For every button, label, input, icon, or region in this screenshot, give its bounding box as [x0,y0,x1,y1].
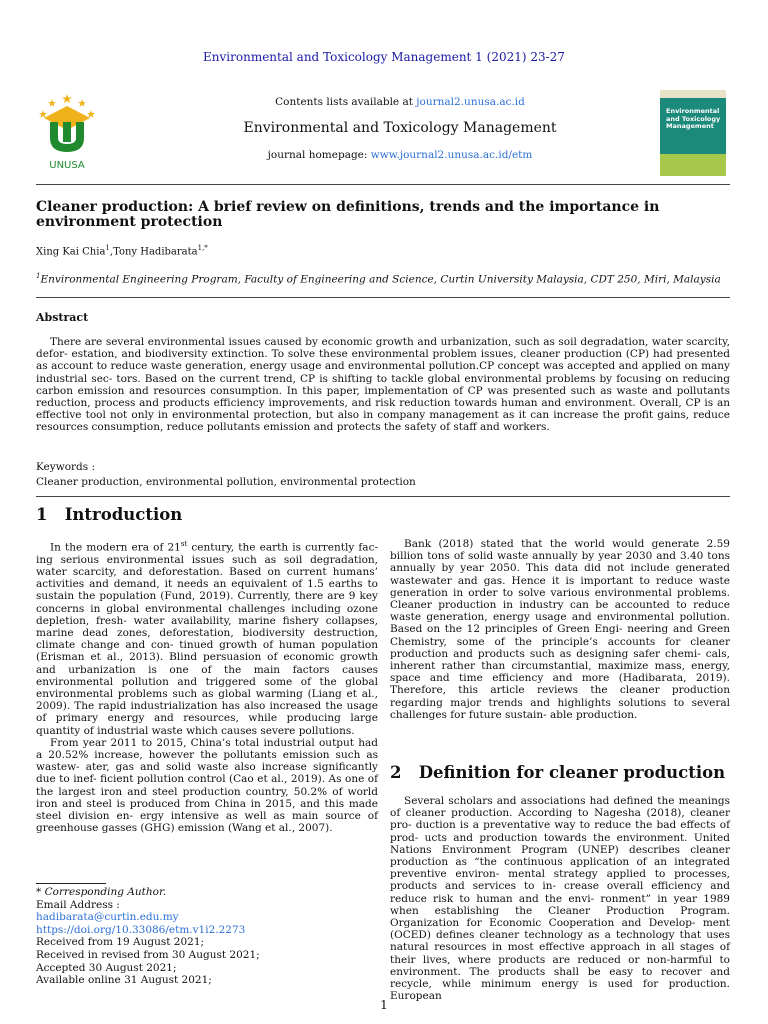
journal-title: Environmental and Toxicology Management [243,120,557,136]
contents-link[interactable]: journal2.unusa.ac.id [416,96,525,108]
journal-reference: Environmental and Toxicology Management 1 (2021) 23-27 [203,50,565,64]
corresponding-author [36,886,260,899]
homepage-line [140,149,660,161]
revised-date: Received in revised from 30 August 2021; [36,948,260,961]
left-column [36,538,378,834]
author-name: Tony Hadibarata [113,246,198,258]
section-title: Definition for cleaner production [418,763,726,782]
authors: Xing Kai Chia$^1$,Tony Hadibarata$^{1,*}$ [36,244,208,258]
footnote-mark: * [36,886,42,898]
affiliation [36,272,721,286]
page-number: 1 [380,998,388,1012]
author-sup: 1,* [197,244,208,252]
paragraph: Several scholars and associations had defined the meanings of cleaner production. According to Nagesha (2018), cleaner pro- duction is a preventative way to reduce the bad effects of prod- ucts and production towards the environment. United Nations Environment Program (UNEP) describes cleaner production as “the continuous application of an integrated preventive environ- mental strategy applied to processes, products and services to in- crease overall efficiency and reduce risk to human and the envi- ronment” in year 1989 when establishing the Cleaner Production Program. Organization for Economic Cooperation and Develop- ment (OCED) defines cleaner technology as a technology that uses natural resources in most effective approach in all stages of their lives, where products are reduced or non-harmful to environment. The products shall be easy to recover and recycle, while minimum energy is used for production. European [390,795,730,1003]
email-link[interactable]: hadibarata@curtin.edu.my [36,911,179,924]
right-column-top [390,538,730,721]
keywords-label: Keywords : [36,461,96,473]
author-sup: 1 [105,244,110,252]
doi-link[interactable]: https://doi.org/10.33086/etm.v1i2.2273 [36,923,246,936]
cover-green-strip [660,154,726,176]
homepage-link[interactable]: www.journal2.unusa.ac.id/etm [370,149,533,161]
section-title: Introduction [64,505,183,524]
unusa-logo [36,92,98,172]
contents-line [140,96,660,108]
received-date: Received from 19 August 2021; [36,936,205,949]
affiliation-sup: 1 [36,272,41,280]
keywords-rule [36,496,730,497]
footnote-rule [36,883,106,884]
paragraph-text: century, the earth is currently fac- ing serious environmental issues such as soil degradation, water scarcity, and deforestation. Based on current humans’ activities and demand, it needs an equivalent of 1.5 earths to sustain the population (Fund, 2019). Currently, there are 9 key concerns in global environmental challenges including ozone depletion, fresh- water availability, marine fishery collapses, marine dead zones, deforestation, biodiversity destruction, climate change and con- tinued growth of human population (Erisman et al., 2013). Blind persuasion of economic growth and urbanization is one of the main factors causes environmental pollution and triggered some of the global environmental problems such as global warming (Liang et al., 2009). The rapid industrialization has also increased the usage of primary energy and resources, while producing large quantity of industrial waste which causes severe pollutions. [36,541,378,737]
svg-text:UNUSA: UNUSA [49,160,85,171]
online-date: Available online 31 August 2021; [36,974,212,987]
abstract-rule [36,297,730,298]
abstract-heading: Abstract [36,311,89,324]
cover-title: Environmental and Toxicology Management [666,107,721,130]
paragraph: From year 2011 to 2015, China’s total industrial output had a 20.52% increase, however the pollutants emission such as wastew- ater, gas and solid waste also increase significantly due to inef- ficient pollution control (Cao et al., 2019). As one of the largest iron and steel production country, 50.2% of world iron and steel is produced from China in 2015, and this made steel division en- ergy intensive as well as main source of greenhouse gasses (GHG) emission (Wang et al., 2007). [36,736,378,835]
author-name: Xing Kai Chia [36,246,106,258]
email-label: Email Address : [36,898,120,911]
journal-cover-image [660,90,726,176]
contents-prefix: Contents lists available at [275,96,417,108]
section-1-heading [36,505,182,524]
corresponding-label: Corresponding Author. [41,886,167,898]
paragraph [36,538,378,737]
superscript: st [180,540,188,548]
homepage-prefix: journal homepage: [267,149,371,161]
affiliation-text: Environmental Engineering Program, Faculty of Engineering and Science, Curtin University Malaysia, CDT 250, Miri, Malaysia [40,273,721,286]
footnote [36,883,260,987]
header-rule [36,184,730,185]
paper-title: Cleaner production: A brief review on definitions, trends and the importance in environment protection [36,199,660,230]
section-number: 2 [390,763,402,782]
paragraph: Bank (2018) stated that the world would generate 2.59 billion tons of solid waste annually by year 2030 and 3.40 tons annually by year 2050. This data did not include generated wastewater and gas. Hence it is important to reduce waste generation in order to solve various environmental problems. Cleaner production in industry can be accounted to reduce waste generation, energy usage and environmental pollution. Based on the 12 principles of Green Engi- neering and Green Chemistry, some of the principle’s accounts for cleaner production and products such as designing safer chemi- cals, inherent rather than circumstantial, maximize mass, energy, space and time efficiency and more (Hadibarata, 2019). Therefore, this article reviews the cleaner production regarding major trends and highlights solutions to several challenges for future sustain- able production. [390,538,730,721]
paragraph-text: In the modern era of 21 [50,541,181,554]
right-column-bottom [390,795,730,1002]
section-2-heading [390,763,725,782]
section-number: 1 [36,505,48,524]
abstract-text: There are several environmental issues caused by economic growth and urbanization, such as soil degradation, water scarcity, defor- estation, and biodiversity extinction. To solve these environmental problem issues, cleaner production (CP) had presented as account to reduce waste generation, energy usage and environmental pollution.CP concept was accepted and applied on many industrial sec- tors. Based on the current trend, CP is shifting to tackle global environmental problems by focusing on reducing carbon emission and resources consumption. In this paper, implementation of CP was presented such as waste and pollutants reduction, process and products efficiency improvements, and risk reduction towards human and environment. Overall, CP is an effective tool not only in environmental protection, but also in company management as it can increase the profit gains, reduce resources consumption, reduce pollutants emission and protects the safety of staff and workers. [36,336,730,434]
keywords: Cleaner production, environmental pollution, environmental protection [36,476,416,488]
cover-band [660,90,726,98]
accepted-date: Accepted 30 August 2021; [36,961,177,974]
